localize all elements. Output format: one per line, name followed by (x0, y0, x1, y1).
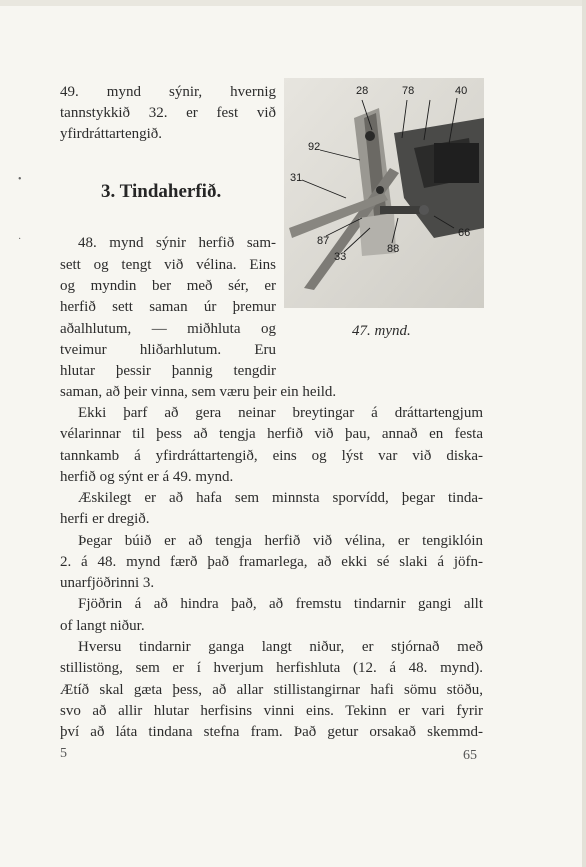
intro-line: 49. mynd sýnir, hvernig (60, 84, 276, 100)
body-line: Fjöðrin á að hindra það, að fremstu tindarnir gangi allt (78, 596, 483, 612)
paragraph-line: sett og tengt við vélina. Eins (60, 257, 276, 273)
body-line: unarfjöðrinni 3. (60, 575, 155, 591)
callout-label: 28 (356, 85, 369, 97)
paragraph-line: og myndin ber með sér, er (60, 278, 276, 294)
callout-label: 92 (308, 141, 321, 153)
page-number: 65 (463, 748, 477, 763)
callout-label: 33 (334, 251, 347, 263)
paragraph-line: herfið sett saman úr þremur (60, 299, 276, 315)
body-line: 2. á 48. mynd færð það framarlega, að ekki sé slaki á jöfn- (60, 554, 483, 570)
page-edge (582, 0, 586, 867)
paragraph-line: aðalhlutum, — miðhluta og (60, 321, 276, 337)
paragraph-line: 48. mynd sýnir herfið sam- (78, 235, 276, 251)
paragraph-line: hlutar þessir þannig tengdir (60, 363, 276, 379)
body-line: svo að allir hlutar herfisins vinni eins. Tekinn er vari fyrir (60, 703, 483, 719)
callout-label: 87 (317, 235, 330, 247)
margin-mark: • (18, 174, 22, 185)
body-line: Hversu tindarnir ganga langt niður, er stjórnað með (78, 639, 483, 655)
body-line: Ekki þarf að gera neinar breytingar á dráttartengjum (78, 405, 483, 421)
callout-label: 31 (290, 172, 303, 184)
intro-line: tannstykkið 32. er fest við (60, 105, 276, 121)
body-line: of langt niður. (60, 618, 145, 634)
figure-47 (284, 78, 484, 308)
body-line: herfið og sýnt er á 49. mynd. (60, 469, 234, 485)
figure-caption: 47. mynd. (352, 323, 411, 339)
body-line: herfi er dregið. (60, 511, 150, 527)
body-line: Þegar búið er að tengja herfið við vélina, er tengiklóin (78, 533, 483, 549)
body-line: Æskilegt er að hafa sem minnsta sporvídd, þegar tinda- (78, 490, 483, 506)
paragraph-line: tveimur hliðarhlutum. Eru (60, 342, 276, 358)
signature-mark: 5 (60, 746, 67, 761)
body-line: því að láta tindana stefna fram. Það getur orsakað skemmd- (60, 724, 483, 740)
callout-label: 66 (458, 227, 471, 239)
callout-label: 78 (402, 85, 415, 97)
section-heading: 3. Tindaherfið. (101, 181, 222, 202)
body-line: Ætíð skal gæta þess, að allar stillistangirnar hafi sömu stöðu, (60, 682, 483, 698)
hitch-photo (284, 78, 484, 308)
intro-line: yfirdráttartengið. (60, 126, 163, 142)
callout-label: 88 (387, 243, 400, 255)
callout-label: 40 (455, 85, 468, 97)
body-line: tannkamb á yfirdráttartengið, eins og lýst var við diska- (60, 448, 483, 464)
body-line: stillistöng, sem er í hverjum herfishluta (12. á 48. mynd). (60, 660, 483, 676)
page-edge (0, 0, 586, 6)
body-line: vélarinnar til þess að tengja herfið við þau, annað en festa (60, 426, 483, 442)
margin-mark: · (18, 234, 22, 245)
body-line: saman, að þeir vinna, sem væru þeir ein heild. (60, 384, 337, 400)
